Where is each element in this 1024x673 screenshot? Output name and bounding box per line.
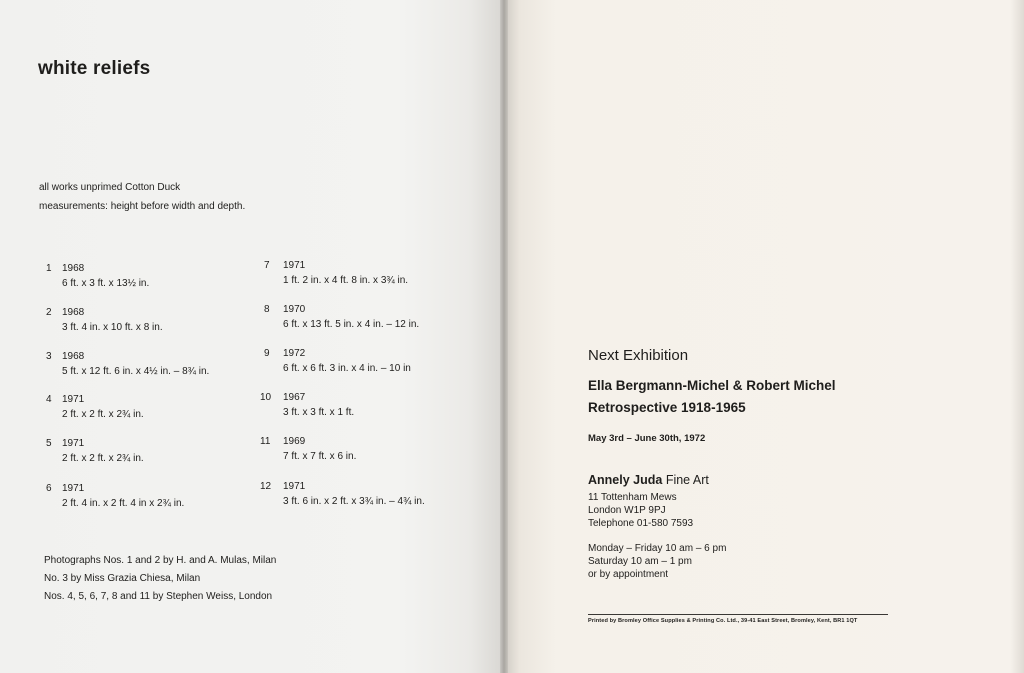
work-year: 1967 bbox=[283, 392, 306, 403]
work-number: 1 bbox=[46, 263, 52, 274]
opening-hours-saturday: Saturday 10 am – 1 pm bbox=[588, 556, 692, 567]
opening-hours-weekday: Monday – Friday 10 am – 6 pm bbox=[588, 543, 727, 554]
work-size: 2 ft. x 2 ft. x 2¾ in. bbox=[62, 453, 144, 464]
work-size: 3 ft. x 3 ft. x 1 ft. bbox=[283, 407, 355, 418]
printer-imprint: Printed by Bromley Office Supplies & Printing Co. Ltd., 39-41 East Street, Bromley, Kent, BR1 1QT bbox=[588, 618, 858, 624]
work-year: 1968 bbox=[62, 263, 85, 274]
work-size: 6 ft. x 13 ft. 5 in. x 4 in. – 12 in. bbox=[283, 319, 420, 330]
work-number: 8 bbox=[264, 304, 270, 315]
work-number: 10 bbox=[260, 392, 272, 403]
work-number: 11 bbox=[260, 436, 271, 447]
work-number: 5 bbox=[46, 438, 52, 449]
gallery-address-city: London W1P 9PJ bbox=[588, 505, 666, 516]
work-number: 2 bbox=[46, 307, 52, 318]
gallery-telephone: Telephone 01-580 7593 bbox=[588, 518, 694, 529]
work-year: 1969 bbox=[283, 436, 306, 447]
work-size: 6 ft. x 6 ft. 3 in. x 4 in. – 10 in bbox=[283, 363, 411, 374]
work-size: 2 ft. 4 in. x 2 ft. 4 in x 2¾ in. bbox=[62, 498, 185, 509]
book-gutter bbox=[500, 0, 508, 673]
photo-credit: Nos. 4, 5, 6, 7, 8 and 11 by Stephen Weiss, London bbox=[44, 591, 273, 602]
work-year: 1971 bbox=[62, 394, 85, 405]
work-size: 5 ft. x 12 ft. 6 in. x 4½ in. – 8¾ in. bbox=[62, 366, 210, 377]
work-year: 1968 bbox=[62, 351, 85, 362]
opening-hours-appointment: or by appointment bbox=[588, 569, 669, 580]
exhibition-title: Retrospective 1918-1965 bbox=[588, 400, 746, 415]
work-number: 12 bbox=[260, 481, 272, 492]
exhibition-artists: Ella Bergmann-Michel & Robert Michel bbox=[588, 378, 836, 393]
right-page bbox=[504, 0, 1024, 673]
materials-note: all works unprimed Cotton Duck bbox=[39, 182, 181, 193]
page-edge-shadow bbox=[1010, 0, 1024, 673]
work-number: 4 bbox=[46, 394, 52, 405]
exhibition-dates: May 3rd – June 30th, 1972 bbox=[588, 433, 706, 444]
work-number: 6 bbox=[46, 483, 52, 494]
work-number: 9 bbox=[264, 348, 270, 359]
work-size: 3 ft. 6 in. x 2 ft. x 3¾ in. – 4¾ in. bbox=[283, 496, 425, 507]
photo-credit: Photographs Nos. 1 and 2 by H. and A. Mulas, Milan bbox=[44, 555, 277, 566]
gallery-address-street: 11 Tottenham Mews bbox=[588, 492, 677, 503]
work-number: 3 bbox=[46, 351, 52, 362]
work-number: 7 bbox=[264, 260, 270, 271]
page-title: white reliefs bbox=[38, 58, 151, 79]
work-year: 1971 bbox=[62, 483, 85, 494]
work-size: 7 ft. x 7 ft. x 6 in. bbox=[283, 451, 357, 462]
work-year: 1968 bbox=[62, 307, 85, 318]
photo-credit: No. 3 by Miss Grazia Chiesa, Milan bbox=[44, 573, 201, 584]
work-size: 2 ft. x 2 ft. x 2¾ in. bbox=[62, 409, 144, 420]
work-size: 6 ft. x 3 ft. x 13½ in. bbox=[62, 278, 150, 289]
gallery-name-bold: Annely Juda bbox=[588, 473, 663, 487]
left-page bbox=[0, 0, 504, 673]
work-size: 1 ft. 2 in. x 4 ft. 8 in. x 3¾ in. bbox=[283, 275, 409, 286]
printer-divider bbox=[588, 614, 888, 615]
gallery-name-suffix: Fine Art bbox=[665, 473, 709, 487]
next-exhibition-heading: Next Exhibition bbox=[588, 347, 689, 364]
work-year: 1971 bbox=[283, 481, 306, 492]
measurements-note: measurements: height before width and depth. bbox=[39, 201, 246, 212]
work-year: 1971 bbox=[283, 260, 306, 271]
work-year: 1971 bbox=[62, 438, 85, 449]
work-size: 3 ft. 4 in. x 10 ft. x 8 in. bbox=[62, 322, 163, 333]
work-year: 1970 bbox=[283, 304, 306, 315]
work-year: 1972 bbox=[283, 348, 306, 359]
gallery-name bbox=[588, 473, 709, 487]
